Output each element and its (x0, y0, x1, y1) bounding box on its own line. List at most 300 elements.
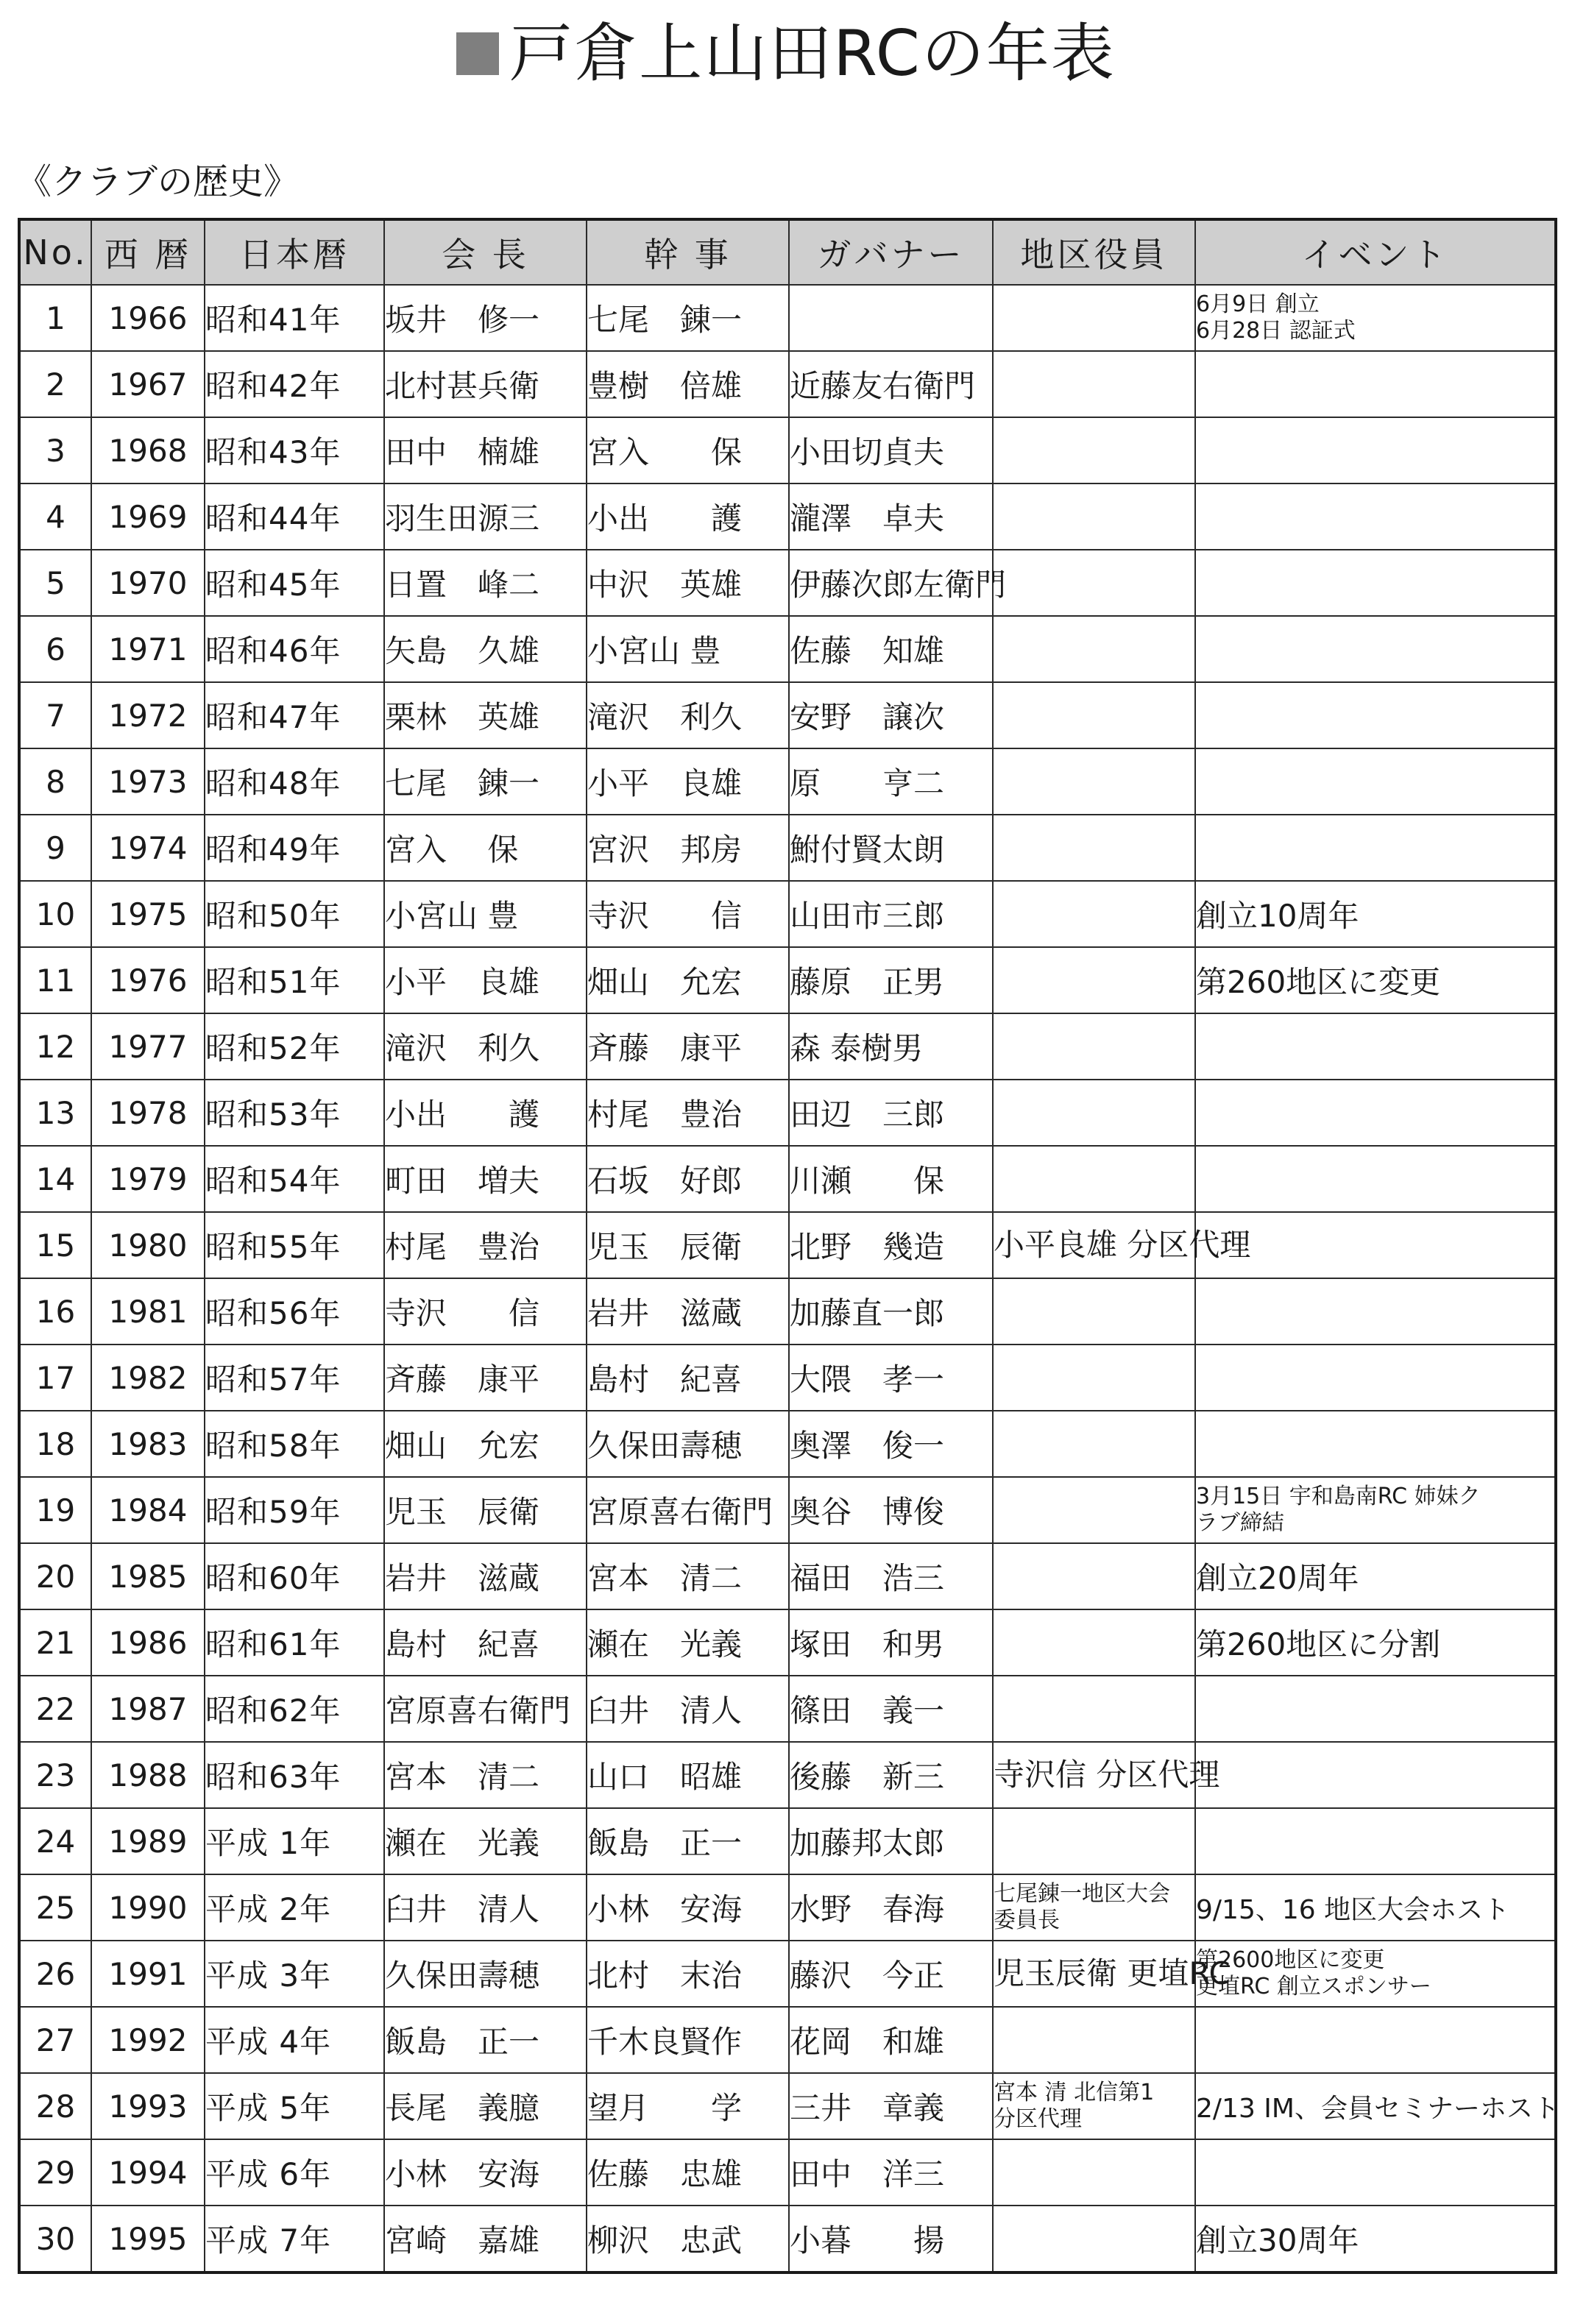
table-row (19, 2206, 1556, 2272)
cell-district-officer (993, 1013, 1195, 1080)
cell-district-officer (993, 1676, 1195, 1742)
cell-western-year: 1973 (91, 748, 205, 815)
header-japanese-year: 日本暦 (205, 219, 384, 285)
cell-district-officer (993, 1874, 1195, 1941)
cell-president: 長尾 義臆 (384, 2073, 587, 2139)
cell-japanese-year: 昭和46年 (205, 616, 384, 682)
cell-japanese-year: 昭和44年 (205, 483, 384, 550)
cell-district-officer-line: 寺沢信 分区代理 (994, 1757, 1220, 1793)
cell-president: 田中 楠雄 (384, 417, 587, 483)
cell-secretary: 七尾 錬一 (587, 285, 789, 351)
table-row (19, 616, 1556, 682)
cell-secretary: 小林 安海 (587, 1874, 789, 1941)
cell-event (1195, 748, 1556, 815)
cell-governor: 藤沢 今正 (789, 1941, 993, 2007)
cell-western-year: 1983 (91, 1411, 205, 1477)
table-row (19, 483, 1556, 550)
cell-japanese-year: 平成 6年 (205, 2139, 384, 2206)
table-row (19, 2139, 1556, 2206)
cell-no: 16 (19, 1278, 91, 1345)
table-row (19, 881, 1556, 947)
cell-governor: 奥谷 博俊 (789, 1477, 993, 1543)
cell-no: 14 (19, 1146, 91, 1212)
cell-event-line: 第2600地区に変更 (1196, 1947, 1385, 1973)
cell-western-year: 1995 (91, 2206, 205, 2272)
cell-event-line: 第260地区に変更 (1196, 964, 1441, 1000)
cell-secretary: 千木良賢作 (587, 2007, 789, 2073)
cell-president: 小宮山 豊 (384, 881, 587, 947)
cell-president: 町田 増夫 (384, 1146, 587, 1212)
page-title-text: 戸倉上山田RCの年表 (509, 17, 1116, 91)
cell-district-officer (993, 1477, 1195, 1543)
cell-event-line: 9/15、16 地区大会ホスト (1196, 1894, 1510, 1925)
cell-president: 畑山 允宏 (384, 1411, 587, 1477)
table-row (19, 417, 1556, 483)
cell-president: 日置 峰二 (384, 550, 587, 616)
cell-president: 栗林 英雄 (384, 682, 587, 748)
header-no: No. (19, 219, 91, 285)
cell-governor: 北野 幾造 (789, 1212, 993, 1278)
cell-governor: 川瀬 保 (789, 1146, 993, 1212)
cell-district-officer (993, 1212, 1251, 1278)
cell-event (1195, 2206, 1556, 2272)
cell-japanese-year: 昭和55年 (205, 1212, 384, 1278)
cell-no: 4 (19, 483, 91, 550)
cell-secretary: 岩井 滋蔵 (587, 1278, 789, 1345)
cell-district-officer (993, 1742, 1220, 1808)
cell-western-year: 1977 (91, 1013, 205, 1080)
cell-no: 30 (19, 2206, 91, 2272)
cell-governor: 瀧澤 卓夫 (789, 483, 993, 550)
cell-district-officer-line: 分区代理 (994, 2106, 1082, 2132)
club-history-table (18, 218, 1557, 2274)
cell-western-year: 1988 (91, 1742, 205, 1808)
cell-japanese-year: 平成 7年 (205, 2206, 384, 2272)
cell-no: 25 (19, 1874, 91, 1941)
cell-event (1195, 682, 1556, 748)
cell-no: 29 (19, 2139, 91, 2206)
cell-japanese-year: 昭和60年 (205, 1543, 384, 1609)
cell-event-line: 創立10周年 (1196, 898, 1359, 934)
cell-event-line: 創立20周年 (1196, 1560, 1359, 1596)
cell-japanese-year: 昭和47年 (205, 682, 384, 748)
cell-president: 瀬在 光義 (384, 1808, 587, 1874)
table-row (19, 947, 1556, 1013)
cell-no: 23 (19, 1742, 91, 1808)
cell-no: 10 (19, 881, 91, 947)
cell-president: 臼井 清人 (384, 1874, 587, 1941)
cell-japanese-year: 昭和57年 (205, 1345, 384, 1411)
cell-district-officer (993, 2007, 1195, 2073)
cell-secretary: 小出 護 (587, 483, 789, 550)
cell-governor: 三井 章義 (789, 2073, 993, 2139)
table-row (19, 1013, 1556, 1080)
cell-event-line: 更埴RC 創立スポンサー (1196, 1974, 1431, 1999)
cell-governor: 田辺 三郎 (789, 1080, 993, 1146)
cell-event (1195, 2073, 1559, 2139)
cell-event (1195, 881, 1556, 947)
cell-western-year: 1976 (91, 947, 205, 1013)
cell-secretary: 望月 学 (587, 2073, 789, 2139)
cell-district-officer (993, 351, 1195, 417)
cell-president: 飯島 正一 (384, 2007, 587, 2073)
cell-japanese-year: 昭和58年 (205, 1411, 384, 1477)
cell-district-officer (993, 1941, 1231, 2007)
table-row (19, 1543, 1556, 1609)
cell-no: 19 (19, 1477, 91, 1543)
table-row (19, 351, 1556, 417)
cell-secretary: 豊樹 倍雄 (587, 351, 789, 417)
cell-western-year: 1987 (91, 1676, 205, 1742)
cell-president: 宮原喜右衛門 (384, 1676, 587, 1742)
cell-western-year: 1974 (91, 815, 205, 881)
cell-secretary: 臼井 清人 (587, 1676, 789, 1742)
cell-japanese-year: 昭和54年 (205, 1146, 384, 1212)
cell-event-line: 6月28日 認証式 (1196, 318, 1356, 344)
cell-district-officer-line: 児玉辰衛 更埴RC (994, 1955, 1231, 1991)
cell-governor: 奥澤 俊一 (789, 1411, 993, 1477)
cell-district-officer (993, 881, 1195, 947)
header-governor: ガバナー (789, 219, 993, 285)
cell-western-year: 1994 (91, 2139, 205, 2206)
cell-district-officer (993, 682, 1195, 748)
cell-event-line: 創立30周年 (1196, 2222, 1359, 2259)
cell-secretary: 滝沢 利久 (587, 682, 789, 748)
cell-district-officer-line: 委員長 (994, 1907, 1060, 1933)
cell-president: 小平 良雄 (384, 947, 587, 1013)
cell-governor: 花岡 和雄 (789, 2007, 993, 2073)
cell-western-year: 1993 (91, 2073, 205, 2139)
cell-district-officer (993, 616, 1195, 682)
cell-president: 宮本 清二 (384, 1742, 587, 1808)
cell-governor: 安野 譲次 (789, 682, 993, 748)
cell-event (1195, 417, 1556, 483)
table-row (19, 1278, 1556, 1345)
cell-event (1195, 616, 1556, 682)
table-row (19, 1941, 1556, 2007)
cell-president: 滝沢 利久 (384, 1013, 587, 1080)
table-body (19, 285, 1559, 2272)
cell-event (1195, 1146, 1556, 1212)
cell-secretary: 児玉 辰衛 (587, 1212, 789, 1278)
cell-no: 24 (19, 1808, 91, 1874)
cell-western-year: 1969 (91, 483, 205, 550)
cell-no: 1 (19, 285, 91, 351)
cell-western-year: 1986 (91, 1609, 205, 1676)
table-row (19, 1808, 1556, 1874)
cell-event (1195, 2007, 1556, 2073)
cell-president: 小林 安海 (384, 2139, 587, 2206)
cell-western-year: 1966 (91, 285, 205, 351)
cell-secretary: 宮入 保 (587, 417, 789, 483)
cell-district-officer (993, 2073, 1195, 2139)
cell-japanese-year: 昭和48年 (205, 748, 384, 815)
cell-governor: 水野 春海 (789, 1874, 993, 1941)
cell-event-line: 6月9日 創立 (1196, 291, 1320, 317)
cell-japanese-year: 昭和63年 (205, 1742, 384, 1808)
cell-secretary: 村尾 豊治 (587, 1080, 789, 1146)
table-row (19, 1345, 1556, 1411)
cell-western-year: 1970 (91, 550, 205, 616)
cell-district-officer (993, 417, 1195, 483)
cell-governor: 近藤友右衛門 (789, 351, 993, 417)
cell-japanese-year: 昭和53年 (205, 1080, 384, 1146)
cell-district-officer (993, 947, 1195, 1013)
cell-event (1195, 351, 1556, 417)
cell-no: 6 (19, 616, 91, 682)
cell-event (1195, 1477, 1556, 1543)
cell-no: 13 (19, 1080, 91, 1146)
cell-governor: 小田切貞夫 (789, 417, 993, 483)
cell-district-officer (993, 1345, 1195, 1411)
section-heading: 《クラブの歴史》 (16, 161, 300, 202)
cell-governor: 加藤邦太郎 (789, 1808, 993, 1874)
cell-district-officer (993, 815, 1195, 881)
cell-western-year: 1980 (91, 1212, 205, 1278)
cell-secretary: 畑山 允宏 (587, 947, 789, 1013)
cell-president: 岩井 滋蔵 (384, 1543, 587, 1609)
table-row (19, 1080, 1556, 1146)
cell-president: 七尾 錬一 (384, 748, 587, 815)
cell-western-year: 1979 (91, 1146, 205, 1212)
cell-event (1195, 1013, 1556, 1080)
cell-no: 9 (19, 815, 91, 881)
cell-secretary: 斉藤 康平 (587, 1013, 789, 1080)
table-row (19, 815, 1556, 881)
cell-japanese-year: 昭和59年 (205, 1477, 384, 1543)
table-row (19, 682, 1556, 748)
cell-governor: 小暮 揚 (789, 2206, 993, 2272)
cell-event (1195, 550, 1556, 616)
cell-western-year: 1968 (91, 417, 205, 483)
table-row (19, 1874, 1556, 1941)
cell-governor: 森 泰樹男 (789, 1013, 993, 1080)
cell-event (1195, 815, 1556, 881)
cell-governor: 田中 洋三 (789, 2139, 993, 2206)
cell-district-officer (993, 1411, 1195, 1477)
cell-governor: 伊藤次郎左衛門 (789, 550, 993, 616)
table-row (19, 1609, 1556, 1676)
cell-district-officer (993, 285, 1195, 351)
table-row (19, 1411, 1556, 1477)
cell-secretary: 宮原喜右衛門 (587, 1477, 789, 1543)
cell-governor: 鮒付賢太朗 (789, 815, 993, 881)
cell-no: 5 (19, 550, 91, 616)
cell-japanese-year: 昭和49年 (205, 815, 384, 881)
cell-governor (789, 285, 993, 351)
cell-district-officer (993, 483, 1195, 550)
header-president: 会 長 (384, 219, 587, 285)
title-square-icon (456, 32, 499, 75)
cell-no: 11 (19, 947, 91, 1013)
cell-event (1195, 483, 1556, 550)
cell-district-officer (993, 1543, 1195, 1609)
cell-secretary: 久保田壽穂 (587, 1411, 789, 1477)
cell-governor: 加藤直一郎 (789, 1278, 993, 1345)
cell-president: 宮入 保 (384, 815, 587, 881)
cell-japanese-year: 平成 5年 (205, 2073, 384, 2139)
cell-president: 児玉 辰衛 (384, 1477, 587, 1543)
cell-district-officer (993, 748, 1195, 815)
cell-governor: 大隈 孝一 (789, 1345, 993, 1411)
cell-secretary: 小平 良雄 (587, 748, 789, 815)
cell-western-year: 1967 (91, 351, 205, 417)
cell-no: 20 (19, 1543, 91, 1609)
table-header-row (19, 219, 1556, 285)
table-row (19, 1742, 1556, 1808)
cell-western-year: 1992 (91, 2007, 205, 2073)
cell-no: 8 (19, 748, 91, 815)
cell-president: 寺沢 信 (384, 1278, 587, 1345)
cell-governor: 塚田 和男 (789, 1609, 993, 1676)
cell-event (1195, 1543, 1556, 1609)
cell-japanese-year: 昭和45年 (205, 550, 384, 616)
cell-event (1195, 1874, 1556, 1941)
cell-western-year: 1982 (91, 1345, 205, 1411)
cell-secretary: 寺沢 信 (587, 881, 789, 947)
cell-governor: 福田 浩三 (789, 1543, 993, 1609)
cell-secretary: 北村 末治 (587, 1941, 789, 2007)
cell-no: 21 (19, 1609, 91, 1676)
cell-district-officer (993, 1146, 1195, 1212)
cell-no: 15 (19, 1212, 91, 1278)
cell-event (1195, 1609, 1556, 1676)
cell-western-year: 1975 (91, 881, 205, 947)
cell-japanese-year: 昭和43年 (205, 417, 384, 483)
cell-president: 島村 紀喜 (384, 1609, 587, 1676)
cell-western-year: 1978 (91, 1080, 205, 1146)
cell-secretary: 佐藤 忠雄 (587, 2139, 789, 2206)
cell-governor: 山田市三郎 (789, 881, 993, 947)
cell-event (1195, 1742, 1556, 1808)
cell-no: 3 (19, 417, 91, 483)
header-event: イベント (1195, 219, 1556, 285)
cell-event (1195, 1808, 1556, 1874)
cell-event (1195, 285, 1556, 351)
cell-governor: 原 亨二 (789, 748, 993, 815)
cell-district-officer-line: 七尾錬一地区大会 (994, 1881, 1170, 1907)
cell-district-officer (993, 2139, 1195, 2206)
cell-president: 村尾 豊治 (384, 1212, 587, 1278)
cell-president: 久保田壽穂 (384, 1941, 587, 2007)
cell-secretary: 宮沢 邦房 (587, 815, 789, 881)
cell-western-year: 1985 (91, 1543, 205, 1609)
cell-japanese-year: 昭和52年 (205, 1013, 384, 1080)
cell-western-year: 1990 (91, 1874, 205, 1941)
cell-japanese-year: 平成 4年 (205, 2007, 384, 2073)
cell-japanese-year: 平成 1年 (205, 1808, 384, 1874)
cell-event (1195, 2139, 1556, 2206)
cell-no: 12 (19, 1013, 91, 1080)
cell-event-line: ラブ締結 (1196, 1510, 1284, 1536)
cell-western-year: 1989 (91, 1808, 205, 1874)
cell-japanese-year: 昭和51年 (205, 947, 384, 1013)
cell-president: 宮崎 嘉雄 (384, 2206, 587, 2272)
table-row (19, 285, 1556, 351)
cell-event-line: 3月15日 宇和島南RC 姉妹ク (1196, 1484, 1481, 1509)
cell-no: 18 (19, 1411, 91, 1477)
cell-event (1195, 1676, 1556, 1742)
cell-president: 北村甚兵衛 (384, 351, 587, 417)
cell-president: 羽生田源三 (384, 483, 587, 550)
cell-event-line: 2/13 IM、会員セミナーホスト (1196, 2093, 1559, 2124)
cell-district-officer (993, 1278, 1195, 1345)
cell-event (1195, 1080, 1556, 1146)
table-row (19, 550, 1556, 616)
table-row (19, 1212, 1556, 1278)
cell-western-year: 1991 (91, 1941, 205, 2007)
cell-no: 27 (19, 2007, 91, 2073)
cell-president: 小出 護 (384, 1080, 587, 1146)
cell-secretary: 中沢 英雄 (587, 550, 789, 616)
table-row (19, 1676, 1556, 1742)
cell-president: 坂井 修一 (384, 285, 587, 351)
cell-secretary: 飯島 正一 (587, 1808, 789, 1874)
cell-secretary: 瀬在 光義 (587, 1609, 789, 1676)
header-district-officer: 地区役員 (993, 219, 1195, 285)
cell-governor: 佐藤 知雄 (789, 616, 993, 682)
cell-district-officer (993, 1808, 1195, 1874)
cell-no: 22 (19, 1676, 91, 1742)
cell-district-officer-line: 小平良雄 分区代理 (994, 1227, 1251, 1263)
cell-district-officer (993, 550, 1195, 616)
cell-japanese-year: 平成 2年 (205, 1874, 384, 1941)
cell-district-officer (993, 1609, 1195, 1676)
cell-japanese-year: 昭和42年 (205, 351, 384, 417)
cell-secretary: 宮本 清二 (587, 1543, 789, 1609)
cell-secretary: 柳沢 忠武 (587, 2206, 789, 2272)
cell-japanese-year: 昭和41年 (205, 285, 384, 351)
cell-district-officer (993, 2206, 1195, 2272)
cell-district-officer-line: 宮本 清 北信第1 (994, 2080, 1155, 2105)
cell-japanese-year: 平成 3年 (205, 1941, 384, 2007)
cell-no: 2 (19, 351, 91, 417)
cell-western-year: 1984 (91, 1477, 205, 1543)
cell-event (1195, 1345, 1556, 1411)
cell-event (1195, 1278, 1556, 1345)
cell-japanese-year: 昭和62年 (205, 1676, 384, 1742)
cell-no: 17 (19, 1345, 91, 1411)
cell-no: 7 (19, 682, 91, 748)
cell-no: 28 (19, 2073, 91, 2139)
cell-event (1195, 1411, 1556, 1477)
table-row (19, 2007, 1556, 2073)
cell-district-officer (993, 1080, 1195, 1146)
cell-governor: 藤原 正男 (789, 947, 993, 1013)
table-row (19, 2073, 1556, 2139)
cell-western-year: 1972 (91, 682, 205, 748)
cell-secretary: 山口 昭雄 (587, 1742, 789, 1808)
cell-president: 矢島 久雄 (384, 616, 587, 682)
cell-secretary: 小宮山 豊 (587, 616, 789, 682)
cell-event (1195, 947, 1556, 1013)
page-title (0, 13, 1572, 94)
header-secretary: 幹 事 (587, 219, 789, 285)
cell-president: 斉藤 康平 (384, 1345, 587, 1411)
cell-western-year: 1971 (91, 616, 205, 682)
cell-secretary: 石坂 好郎 (587, 1146, 789, 1212)
cell-no: 26 (19, 1941, 91, 2007)
cell-japanese-year: 昭和56年 (205, 1278, 384, 1345)
cell-event (1195, 1941, 1556, 2007)
cell-japanese-year: 昭和61年 (205, 1609, 384, 1676)
cell-governor: 篠田 義一 (789, 1676, 993, 1742)
cell-governor: 後藤 新三 (789, 1742, 993, 1808)
table-row (19, 1146, 1556, 1212)
cell-secretary: 島村 紀喜 (587, 1345, 789, 1411)
header-western-year: 西 暦 (91, 219, 205, 285)
table-row (19, 1477, 1556, 1543)
